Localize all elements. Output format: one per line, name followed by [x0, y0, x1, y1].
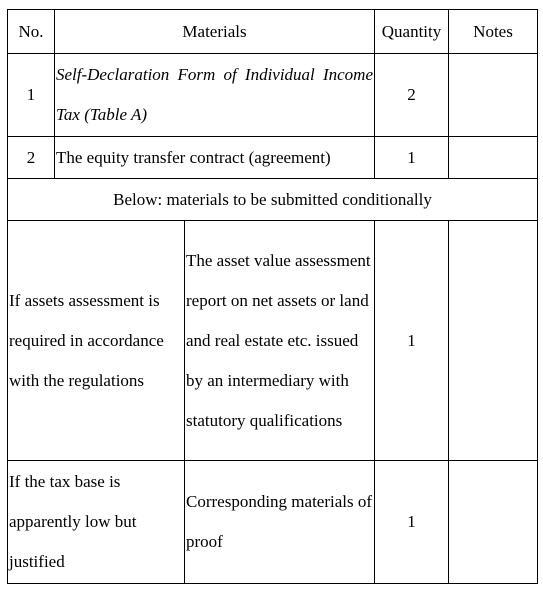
table-header-row — [8, 10, 538, 54]
material-name: Self-Declaration Form of Individual Income Tax (Table A) — [56, 65, 374, 124]
table-row — [8, 137, 538, 179]
material-cell — [55, 54, 375, 137]
material-cell — [185, 461, 375, 584]
material-cell — [185, 221, 375, 461]
table-row — [8, 221, 538, 461]
header-quantity: Quantity — [375, 10, 449, 54]
table-row — [8, 54, 538, 137]
conditional-heading: Below: materials to be submitted conditionally — [8, 179, 538, 221]
notes-cell — [449, 137, 538, 179]
condition-text: If the tax base is apparently low but justified — [9, 472, 137, 571]
material-cell — [55, 137, 375, 179]
condition-text: If assets assessment is required in accordance with the regulations — [9, 290, 164, 390]
material-name: The asset value assessment report on net assets or land and real estate etc. issued by an intermediary with statutory qualifications — [186, 250, 371, 430]
row-number: 1 — [8, 54, 55, 137]
conditional-heading-row — [8, 179, 538, 221]
row-number: 2 — [8, 137, 55, 179]
table-row — [8, 461, 538, 584]
quantity-cell: 1 — [375, 461, 449, 584]
header-no: No. — [8, 10, 55, 54]
material-name: The equity transfer contract (agreement) — [56, 147, 331, 167]
materials-table — [7, 9, 538, 584]
condition-cell — [8, 221, 185, 461]
header-notes: Notes — [449, 10, 538, 54]
quantity-cell: 1 — [375, 221, 449, 461]
notes-cell — [449, 461, 538, 584]
notes-cell — [449, 54, 538, 137]
material-name: Corresponding materials of proof — [186, 492, 373, 551]
quantity-cell: 1 — [375, 137, 449, 179]
quantity-cell: 2 — [375, 54, 449, 137]
condition-cell — [8, 461, 185, 584]
notes-cell — [449, 221, 538, 461]
header-materials: Materials — [55, 10, 375, 54]
